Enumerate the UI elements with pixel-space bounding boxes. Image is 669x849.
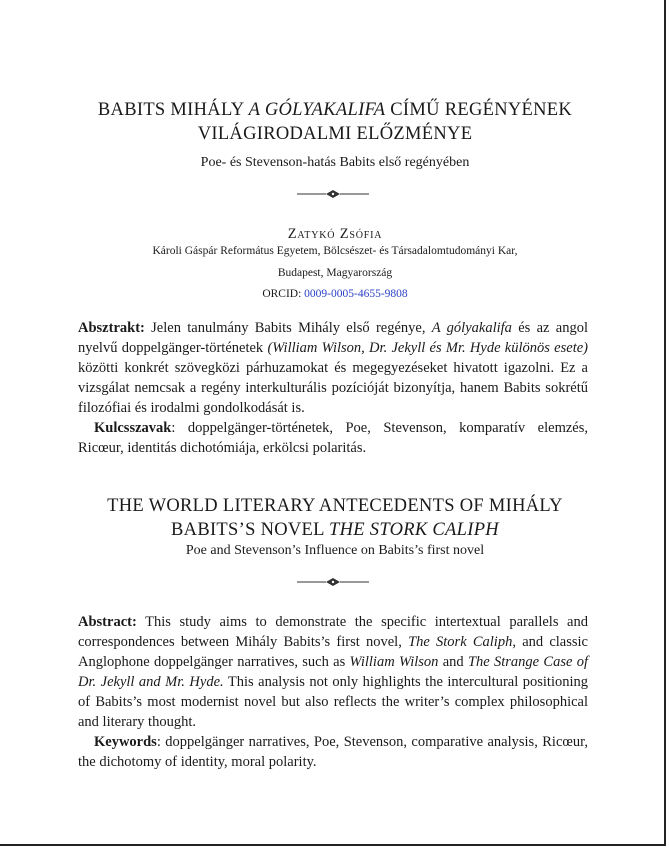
hu-abstract-italic: (William Wilson, Dr. Jekyll és Mr. Hyde különös esete) — [267, 340, 588, 356]
affiliation-line1: Károli Gáspár Református Egyetem, Bölcsészet- és Társadalomtudományi Kar, — [152, 245, 518, 257]
hu-abstract-paragraph — [78, 318, 588, 418]
ornament-divider-icon — [297, 576, 369, 588]
en-keywords — [78, 732, 588, 772]
orcid-label: ORCID: — [262, 288, 305, 300]
hu-abstract — [78, 318, 588, 458]
en-title-line1: THE WORLD LITERARY ANTECEDENTS OF MIHÁLY — [107, 496, 563, 516]
en-abstract-italic: William Wilson — [349, 654, 439, 670]
en-title-italic: THE STORK CALIPH — [329, 520, 499, 540]
en-subtitle: Poe and Stevenson’s Influence on Babits’s first novel — [185, 543, 485, 558]
hu-keywords-text: : doppelgänger-történetek, Poe, Stevenson, komparatív elemzés, Ricœur, identitás dichotómiája, erkölcsi polaritás. — [78, 420, 588, 456]
en-abstract-paragraph — [78, 612, 588, 732]
orcid-link[interactable]: 0009-0005-4655-9808 — [304, 288, 408, 300]
hu-title-italic: A GÓLYAKALIFA — [248, 100, 386, 120]
hu-abstract-italic: A gólyakalifa — [431, 320, 512, 336]
hu-title-line1-pre: BABITS MIHÁLY — [97, 100, 249, 120]
hu-abstract-text: közötti konkrét szövegközi párhuzamokat és megegyezéseket hivatott igazolni. Ez a vizsgálat nemcsak a regény interkulturális pozícióját bizonyítja, hanem Babits sokrétű filozófiai és irodalmi gondolkodását is. — [78, 360, 588, 416]
en-abstract-text: This study aims to demonstrate the specific intertextual parallels and correspondences between Mihály Babits’s first novel, — [78, 614, 588, 650]
en-keywords-label: Keywords — [94, 734, 157, 750]
hu-abstract-text: és az angol nyelvű doppelgänger-történetek — [78, 320, 588, 356]
hu-keywords — [78, 418, 588, 458]
hu-title-line1-post: CÍMŰ REGÉNYÉNEK — [385, 100, 573, 120]
en-title-line2 — [60, 518, 610, 542]
hu-keywords-label: Kulcsszavak — [94, 420, 172, 436]
en-keywords-text: : doppelgänger narratives, Poe, Stevenson, comparative analysis, Ricœur, the dichotomy of identity, moral polarity. — [78, 734, 588, 770]
en-abstract-text: , and classic Anglophone doppelgänger narratives, such as — [78, 634, 588, 670]
hu-title — [60, 98, 610, 146]
en-abstract-text: and — [438, 654, 468, 670]
hu-title-line1 — [60, 98, 610, 122]
hu-abstract-text: Jelen tanulmány Babits Mihály első regénye, — [144, 320, 432, 336]
en-abstract-italic: The Stork Caliph — [408, 634, 513, 650]
affiliation — [60, 241, 610, 306]
ornament-divider-icon — [297, 188, 369, 200]
en-title — [60, 494, 610, 542]
en-abstract — [78, 612, 588, 772]
orcid — [60, 284, 610, 306]
author-name: Zatykó Zsófia — [287, 226, 383, 242]
hu-title-line2: VILÁGIRODALMI ELŐZMÉNYE — [197, 124, 473, 144]
en-abstract-italic: The Strange Case of Dr. Jekyll and Mr. Hyde. — [78, 654, 588, 690]
affiliation-line2: Budapest, Magyarország — [277, 266, 393, 279]
hu-abstract-label: Absztrakt: — [78, 320, 145, 336]
en-title-line2-pre: BABITS’S NOVEL — [171, 520, 329, 540]
hu-subtitle: Poe- és Stevenson-hatás Babits első regényében — [200, 155, 470, 170]
en-abstract-label: Abstract: — [78, 614, 137, 630]
en-abstract-text: This analysis not only highlights the intercultural positioning of Babits’s most modernist novel but also reflects the writer’s complex philosophical and literary thought. — [78, 674, 589, 730]
